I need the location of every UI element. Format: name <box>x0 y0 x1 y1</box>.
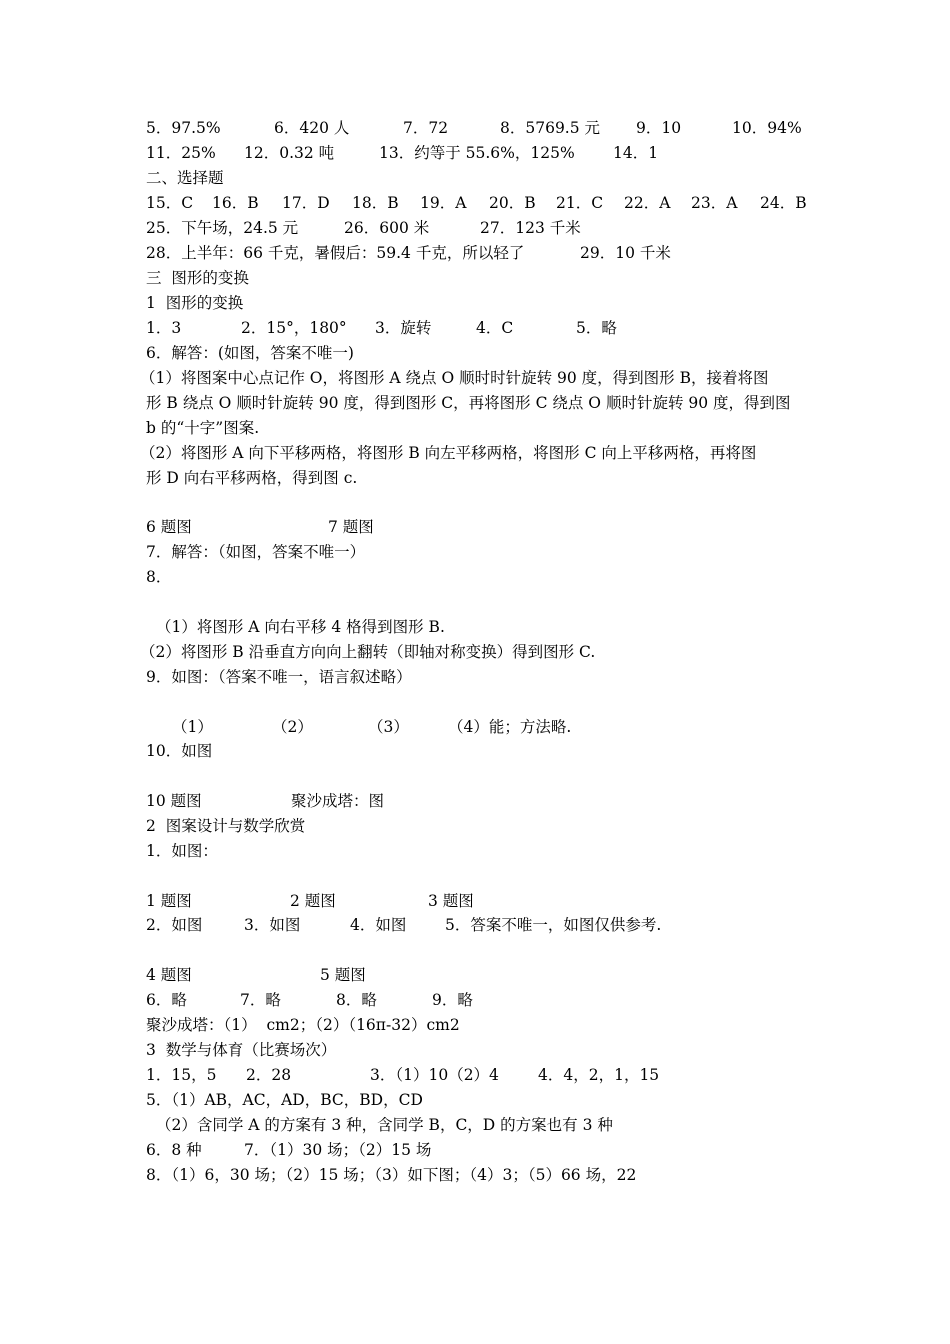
answer-item: 15．C <box>146 194 194 212</box>
answer-item: 21．C <box>556 194 604 212</box>
answer-line <box>146 1063 660 1088</box>
answer-line: 9．如图：（答案不唯一，语言叙述略） <box>146 668 412 686</box>
figure-caption: 10 题图 <box>146 792 202 810</box>
paragraph-line: （2）将图形 B 沿垂直方向向上翻转（即轴对称变换）得到图形 C. <box>140 643 596 661</box>
answer-line: 7．解答：（如图，答案不唯一） <box>146 543 366 561</box>
figure-caption-line <box>146 963 366 988</box>
paragraph-line: （1）将图案中心点记作 O，将图形 A 绕点 O 顺时时针旋转 90 度，得到图形 B，接着将图 <box>140 369 769 387</box>
answer-item: 12．0.32 吨 <box>244 144 335 162</box>
answer-item: 20．B <box>489 194 536 212</box>
answer-item: 17．D <box>282 194 330 212</box>
answer-line <box>146 913 662 938</box>
answer-item: 4．C <box>476 319 514 337</box>
figure-caption: 聚沙成塔：图 <box>291 792 385 810</box>
paragraph-line: 形 D 向右平移两格，得到图 c. <box>146 469 358 487</box>
answer-line <box>146 241 671 266</box>
answer-item: 10．94% <box>732 119 802 137</box>
paragraph-line: （2）将图形 A 向下平移两格，将图形 B 向左平移两格，将图形 C 向上平移两格，再将图 <box>140 444 757 462</box>
answer-item: 2．15°，180° <box>241 319 347 337</box>
answer-line <box>146 316 617 341</box>
answer-item: 5．略 <box>576 319 617 337</box>
answer-line: 8． <box>146 568 172 586</box>
answer-line: （2）含同学 A 的方案有 3 种，含同学 B，C，D 的方案也有 3 种 <box>156 1116 613 1134</box>
answer-line <box>146 141 659 166</box>
answer-item: （4）能；方法略. <box>448 718 572 736</box>
paragraph-line: b 的“十字”图案. <box>146 419 260 437</box>
figure-caption: 4 题图 <box>146 966 192 984</box>
figure-caption-line <box>146 789 385 814</box>
answer-item: 16．B <box>212 194 259 212</box>
answer-item: 29．10 千米 <box>580 244 671 262</box>
answer-item: 2．28 <box>246 1066 292 1084</box>
answer-item: 1．3 <box>146 319 182 337</box>
figure-caption: 2 题图 <box>290 892 336 910</box>
answer-item: 3．旋转 <box>375 319 432 337</box>
answer-line <box>146 216 581 241</box>
answer-item: （2） <box>272 718 313 736</box>
section-heading: 二、选择题 <box>146 169 224 187</box>
figure-caption: 5 题图 <box>320 966 366 984</box>
answer-item: 28．上半年：66 千克，暑假后：59.4 千克，所以轻了 <box>146 244 525 262</box>
answer-line <box>146 116 802 141</box>
answer-line: 聚沙成塔：（1） cm2；（2）（16π-32）cm2 <box>146 1016 460 1034</box>
answer-line: 6．解答：(如图，答案不唯一) <box>146 344 354 362</box>
figure-caption: 1 题图 <box>146 892 192 910</box>
answer-item: 27．123 千米 <box>480 219 581 237</box>
answer-line: 5．（1）AB，AC，AD，BC，BD，CD <box>146 1091 423 1109</box>
figure-caption-line <box>146 515 374 540</box>
answer-item: 19．A <box>420 194 467 212</box>
figure-caption-line <box>146 889 474 914</box>
answer-item: 6．420 人 <box>274 119 350 137</box>
answer-item: 7．略 <box>240 991 281 1009</box>
answer-line <box>146 988 473 1013</box>
answer-item: 7．（1）30 场；（2）15 场 <box>244 1141 432 1159</box>
answer-item: 6．略 <box>146 991 187 1009</box>
answer-item: 26．600 米 <box>344 219 430 237</box>
answer-item: （1） <box>172 718 213 736</box>
answer-item: （3） <box>368 718 409 736</box>
answer-item: 9．10 <box>636 119 682 137</box>
answer-item: 4．如图 <box>350 916 407 934</box>
answer-item: 9．略 <box>432 991 473 1009</box>
answer-item: 18．B <box>352 194 399 212</box>
answer-item: 3．（1）10（2）4 <box>370 1066 499 1084</box>
answer-item: 22．A <box>624 194 671 212</box>
subsection-heading: 3 数学与体育（比赛场次） <box>146 1041 337 1059</box>
subsection-heading: 1 图形的变换 <box>146 294 244 312</box>
section-heading: 三 图形的变换 <box>146 269 249 287</box>
answer-item: 14．1 <box>613 144 659 162</box>
answer-line: 10．如图 <box>146 742 213 760</box>
answer-item: 24．B <box>760 194 807 212</box>
answer-item: 25．下午场，24.5 元 <box>146 219 299 237</box>
paragraph-line: （1）将图形 A 向右平移 4 格得到图形 B. <box>156 618 445 636</box>
answer-line: 8．（1）6，30 场；（2）15 场；（3）如下图；（4）3；（5）66 场，22 <box>146 1166 637 1184</box>
answer-item: 7．72 <box>403 119 449 137</box>
answer-item: 8．略 <box>336 991 377 1009</box>
answer-item: 4．4，2，1，15 <box>538 1066 660 1084</box>
answer-item: 13．约等于 55.6%，125% <box>379 144 575 162</box>
answer-item: 2．如图 <box>146 916 203 934</box>
answer-line <box>146 1138 432 1163</box>
answer-item: 5．97.5% <box>146 119 221 137</box>
figure-caption: 7 题图 <box>328 518 374 536</box>
figure-caption: 3 题图 <box>428 892 474 910</box>
answer-line <box>146 715 572 740</box>
answer-item: 5．答案不唯一，如图仅供参考. <box>445 916 662 934</box>
answer-item: 6．8 种 <box>146 1141 202 1159</box>
answer-line <box>146 191 807 216</box>
answer-item: 1．15，5 <box>146 1066 217 1084</box>
figure-caption: 6 题图 <box>146 518 192 536</box>
answer-item: 11．25% <box>146 144 216 162</box>
answer-item: 23．A <box>691 194 738 212</box>
subsection-heading: 2 图案设计与数学欣赏 <box>146 817 306 835</box>
paragraph-line: 形 B 绕点 O 顺时针旋转 90 度，得到图形 C，再将图形 C 绕点 O 顺时针旋转 90 度，得到图 <box>146 394 791 412</box>
answer-item: 3．如图 <box>244 916 301 934</box>
answer-line: 1．如图： <box>146 842 218 860</box>
answer-item: 8．5769.5 元 <box>500 119 601 137</box>
